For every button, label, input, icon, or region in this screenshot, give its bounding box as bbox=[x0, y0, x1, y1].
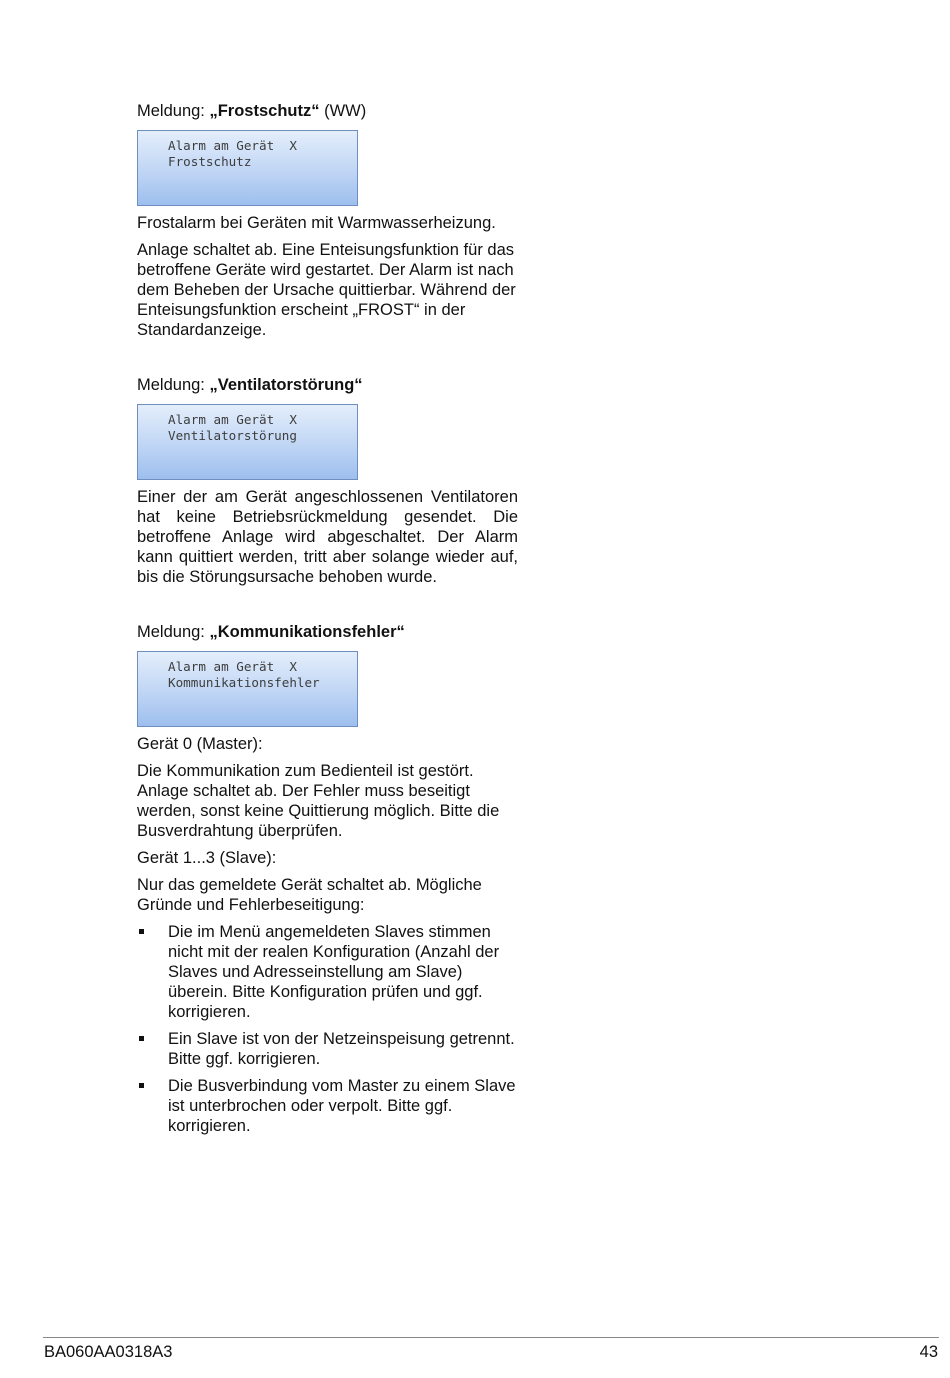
list-item: Ein Slave ist von der Netzeinspeisung getrennt. Bitte ggf. korrigieren. bbox=[137, 1029, 518, 1069]
list-item: Die Busverbindung vom Master zu einem Slave ist unterbrochen oder verpolt. Bitte ggf. korrigieren. bbox=[137, 1076, 518, 1136]
message-title: „Kommunikationsfehler“ bbox=[209, 623, 405, 641]
display-panel bbox=[137, 130, 358, 206]
section-kommunikationsfehler bbox=[137, 622, 518, 1136]
document-id: BA060AA0318A3 bbox=[44, 1343, 173, 1361]
display-line-2: Ventilatorstörung bbox=[168, 427, 297, 443]
message-heading: Meldung: „Ventilatorstörung“ bbox=[137, 376, 363, 394]
paragraph: Anlage schaltet ab. Eine Enteisungsfunktion für das betroffene Geräte wird gestartet. Der Alarm ist nach dem Beheben der Ursache quittierbar. Während der Enteisungsfunktion erscheint „FROST“ in der Standardanzeige. bbox=[137, 241, 516, 339]
paragraph-subheading: Gerät 1...3 (Slave): bbox=[137, 849, 277, 867]
display-line-1: Alarm am Gerät X bbox=[168, 138, 297, 153]
message-title: „Ventilatorstörung“ bbox=[209, 376, 363, 394]
display-panel bbox=[137, 651, 358, 727]
bullet-list bbox=[137, 922, 518, 1136]
section-frostschutz bbox=[137, 101, 518, 340]
paragraph: Nur das gemeldete Gerät schaltet ab. Mögliche Gründe und Fehlerbeseitigung: bbox=[137, 876, 482, 914]
section-ventilatorstoerung bbox=[137, 375, 518, 587]
paragraph: Die Kommunikation zum Bedienteil ist gestört. Anlage schaltet ab. Der Fehler muss beseitigt werden, sonst keine Quittierung möglich. Bitte die Busverdrahtung überprüfen. bbox=[137, 762, 500, 840]
message-heading: Meldung: „Kommunikationsfehler“ bbox=[137, 623, 405, 641]
paragraph: Frostalarm bei Geräten mit Warmwasserheizung. bbox=[137, 214, 496, 232]
paragraph: Einer der am Gerät angeschlossenen Ventilatoren hat keine Betriebsrückmeldung gesendet. Die betroffene Anlage wird abgeschaltet. Der Alarm kann quittiert werden, tritt aber solange wieder auf, bis die Störungsursache behoben wurde. bbox=[137, 488, 518, 586]
display-line-1: Alarm am Gerät X bbox=[168, 412, 297, 427]
display-line-2: Frostschutz bbox=[168, 153, 252, 169]
list-item: Die im Menü angemeldeten Slaves stimmen nicht mit der realen Konfiguration (Anzahl der Slaves und Adresseinstellung am Slave) überein. Bitte Konfiguration prüfen und ggf. korrigieren. bbox=[137, 922, 518, 1022]
footer-divider bbox=[43, 1337, 939, 1338]
page-number: 43 bbox=[919, 1343, 938, 1361]
message-title: „Frostschutz“ bbox=[209, 102, 320, 120]
display-panel bbox=[137, 404, 358, 480]
display-line-1: Alarm am Gerät X bbox=[168, 659, 297, 674]
message-heading: Meldung: „Frostschutz“ (WW) bbox=[137, 102, 367, 120]
paragraph-subheading: Gerät 0 (Master): bbox=[137, 735, 263, 753]
display-line-2: Kommunikationsfehler bbox=[168, 674, 320, 690]
